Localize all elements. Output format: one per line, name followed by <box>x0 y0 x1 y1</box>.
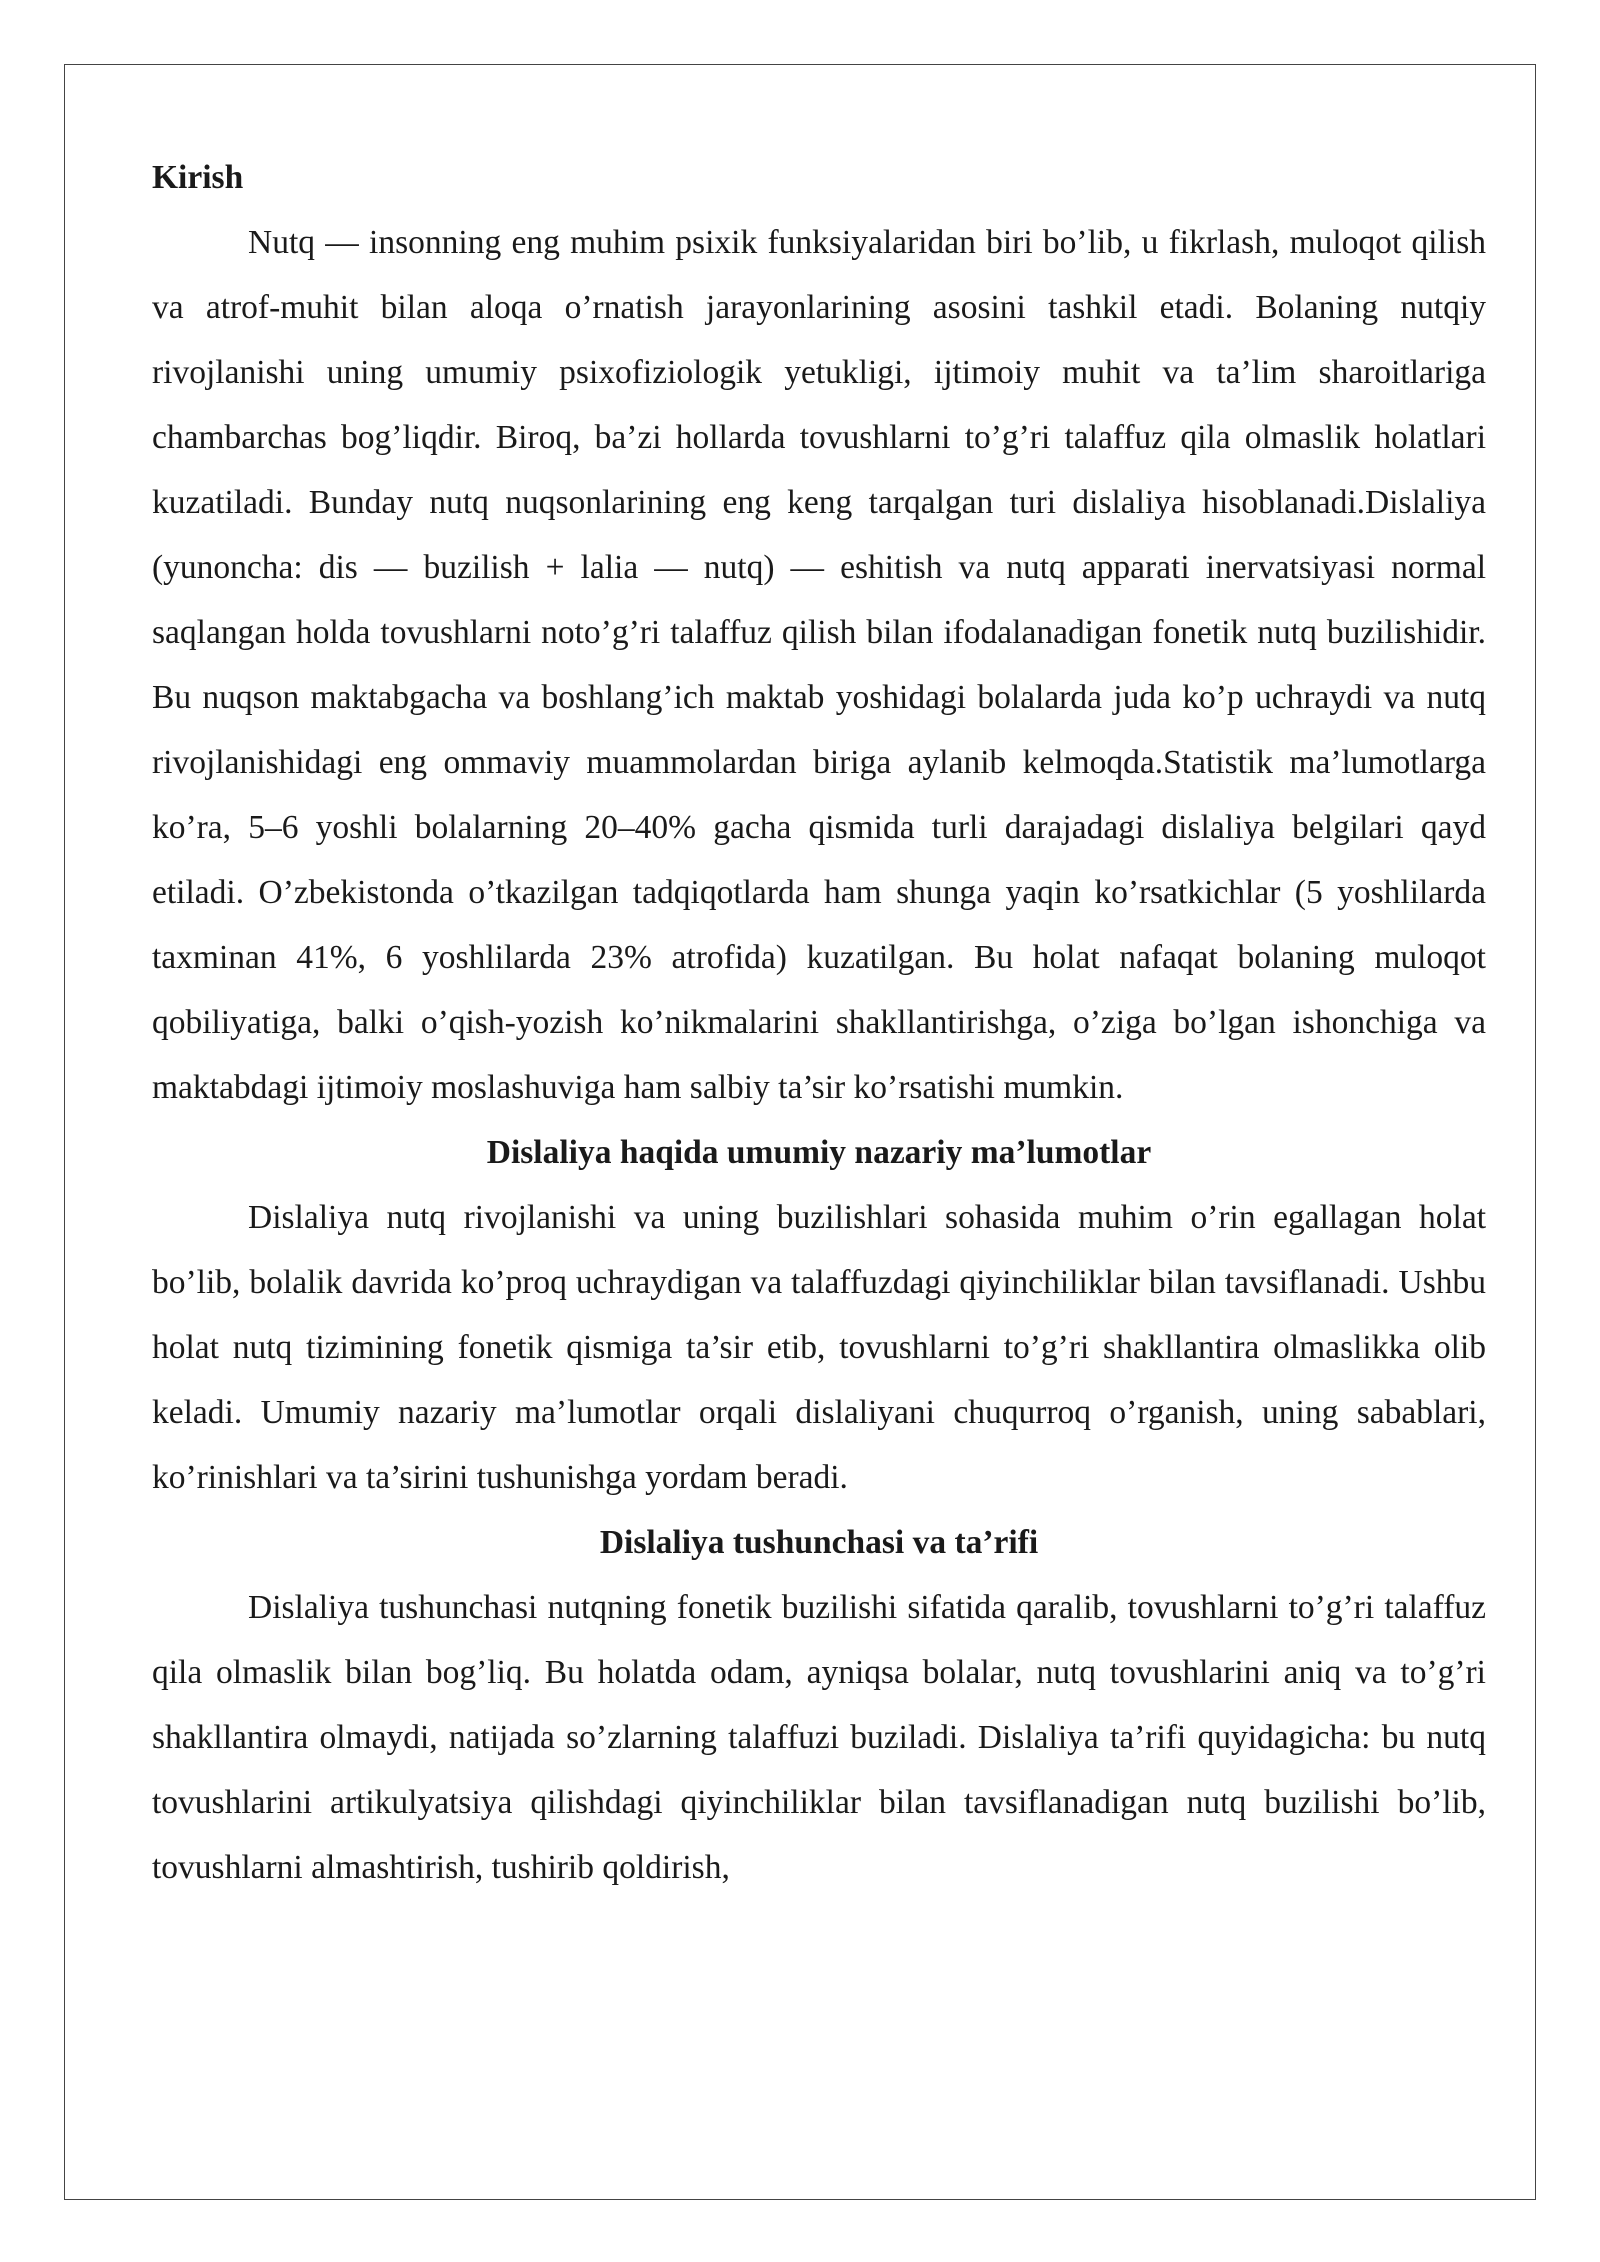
paragraph-introduction: Nutq — insonning eng muhim psixik funksiyalaridan biri bo’lib, u fikrlash, muloqot qilish va atrof-muhit bilan aloqa o’rnatish jarayonlarining asosini tashkil etadi. Bolaning nutqiy rivojlanishi uning umumiy psixofiziologik yetukligi, ijtimoiy muhit va ta’lim sharoitlariga chambarchas bog’liqdir. Biroq, ba’zi hollarda tovushlarni to’g’ri talaffuz qila olmaslik holatlari kuzatiladi. Bunday nutq nuqsonlarining eng keng tarqalgan turi dislaliya hisoblanadi.Dislaliya (yunoncha: dis — buzilish + lalia — nutq) — eshitish va nutq apparati inervatsiyasi normal saqlangan holda tovushlarni noto’g’ri talaffuz qilish bilan ifodalanadigan fonetik nutq buzilishidir. Bu nuqson maktabgacha va boshlang’ich maktab yoshidagi bolalarda juda ko’p uchraydi va nutq rivojlanishidagi eng ommaviy muammolardan biriga aylanib kelmoqda.Statistik ma’lumotlarga ko’ra, 5–6 yoshli bolalarning 20–40% gacha qismida turli darajadagi dislaliya belgilari qayd etiladi. O’zbekistonda o’tkazilgan tadqiqotlarda ham shunga yaqin ko’rsatkichlar (5 yoshlilarda taxminan 41%, 6 yoshlilarda 23% atrofida) kuzatilgan. Bu holat nafaqat bolaning muloqot qobiliyatiga, balki o’qish-yozish ko’nikmalarini shakllantirishga, o’ziga bo’lgan ishonchiga va maktabdagi ijtimoiy moslashuviga ham salbiy ta’sir ko’rsatishi mumkin. <box>152 224 1486 1106</box>
paragraph-definition: Dislaliya tushunchasi nutqning fonetik buzilishi sifatida qaralib, tovushlarni to’g’ri talaffuz qila olmaslik bilan bog’liq. Bu holatda odam, ayniqsa bolalar, nutq tovushlarini aniq va to’g’ri shakllantira olmaydi, natijada so’zlarning talaffuzi buziladi. Dislaliya ta’rifi quyidagicha: bu nutq tovushlarini artikulyatsiya qilishdagi qiyinchiliklar bilan tavsiflanadigan nutq buzilishi bo’lib, tovushlarni almashtirish, tushirib qoldirish, <box>152 1589 1486 1886</box>
section-heading-theory: Dislaliya haqida umumiy nazariy ma’lumotlar <box>486 1134 1152 1171</box>
paragraph-theory: Dislaliya nutq rivojlanishi va uning buzilishlari sohasida muhim o’rin egallagan holat bo’lib, bolalik davrida ko’proq uchraydigan va talaffuzdagi qiyinchiliklar bilan tavsiflanadi. Ushbu holat nutq tizimining fonetik qismiga ta’sir etib, tovushlarni to’g’ri shakllantira olmaslikka olib keladi. Umumiy nazariy ma’lumotlar orqali dislaliyani chuqurroq o’rganish, uning sabablari, ko’rinishlari va ta’sirini tushunishga yordam beradi. <box>152 1199 1486 1496</box>
document-body <box>152 145 1486 1900</box>
section-heading-kirish: Kirish <box>152 159 244 196</box>
section-heading-definition: Dislaliya tushunchasi va ta’rifi <box>599 1524 1039 1561</box>
